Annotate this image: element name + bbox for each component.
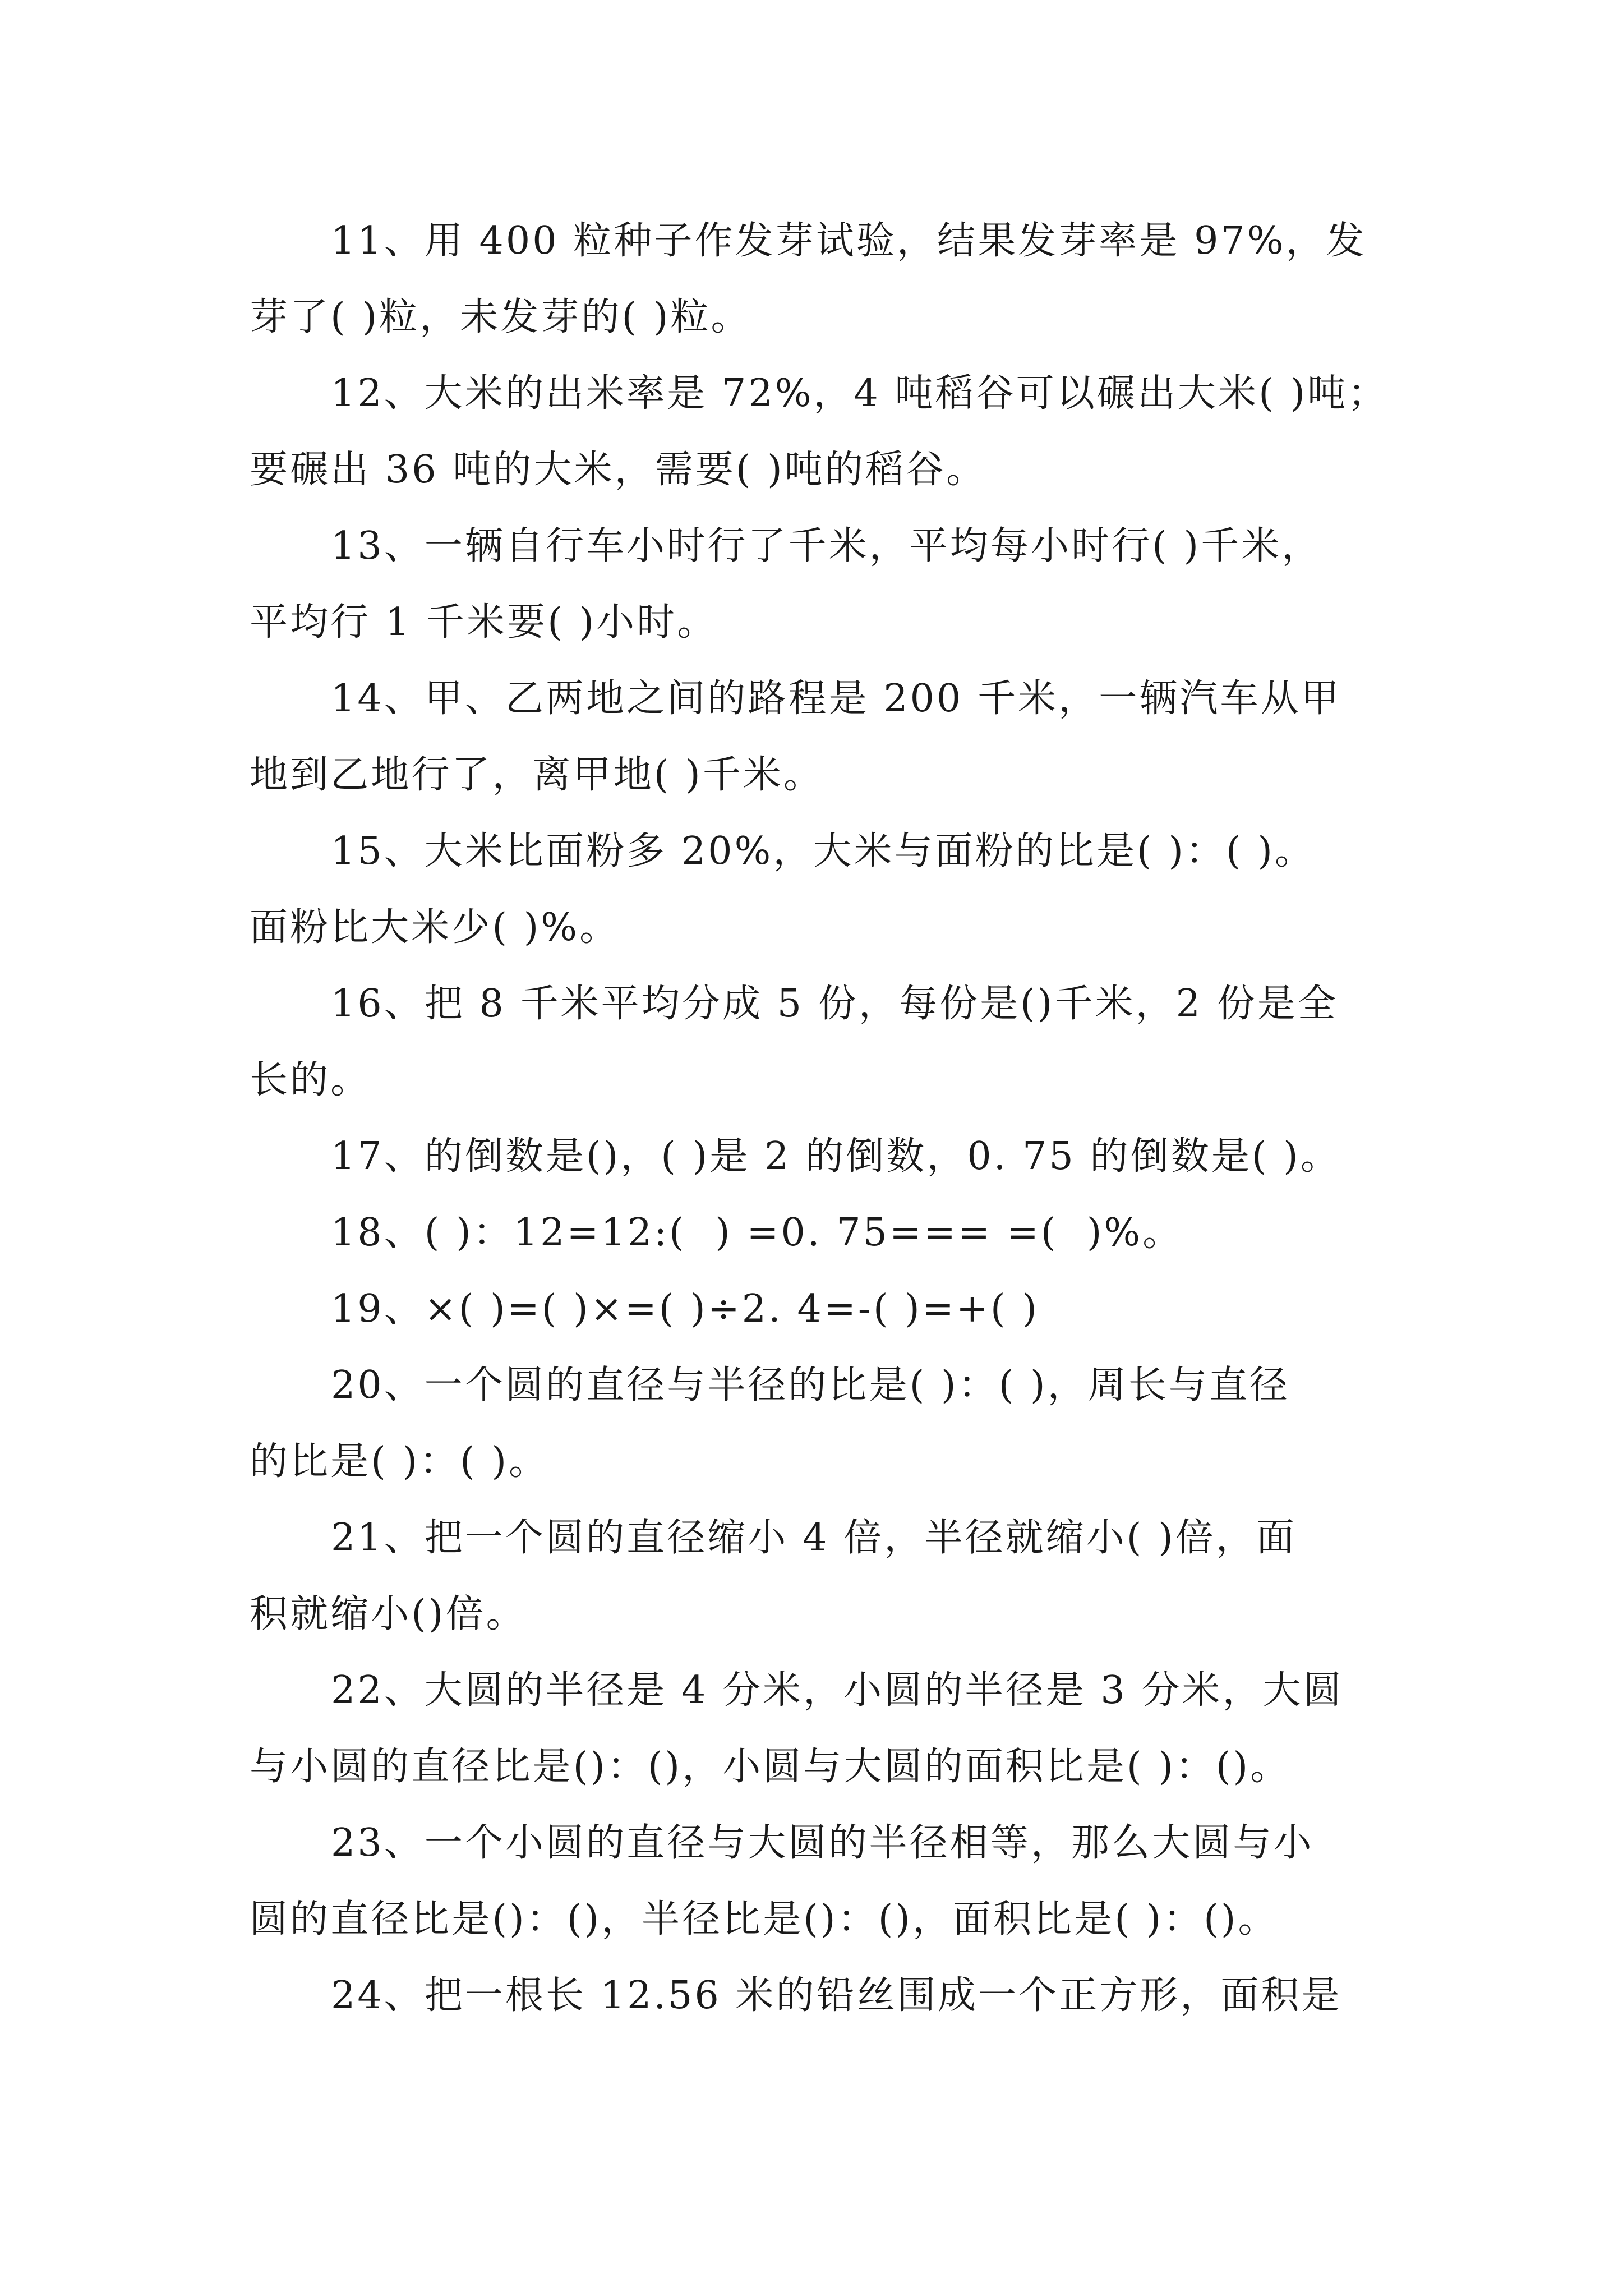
text-line: 平均行 1 千米要( )小时。: [250, 600, 718, 645]
text-line: 圆的直径比是()：()，半径比是()：()，面积比是( )：()。: [250, 1897, 1279, 1941]
text-line: 20、一个圆的直径与半径的比是( )：( )，周长与直径: [331, 1363, 1290, 1407]
text-line: 24、把一根长 12.56 米的铅丝围成一个正方形，面积是: [331, 1973, 1342, 2018]
text-line: 16、把 8 千米平均分成 5 份，每份是()千米，2 份是全: [331, 982, 1338, 1026]
text-line: 12、大米的出米率是 72%，4 吨稻谷可以碾出大米( )吨；: [331, 371, 1389, 416]
text-line: 要碾出 36 吨的大米，需要( )吨的稻谷。: [250, 448, 987, 492]
text-line: 积就缩小()倍。: [250, 1592, 527, 1636]
text-line: 面粉比大米少( )%。: [250, 905, 620, 950]
text-line: 11、用 400 粒种子作发芽试验，结果发芽率是 97%，发: [331, 219, 1367, 263]
text-line: 13、一辆自行车小时行了千米，平均每小时行( )千米，: [331, 524, 1322, 568]
text-line: 地到乙地行了，离甲地( )千米。: [250, 753, 824, 797]
text-line: 芽了( )粒，未发芽的( )粒。: [250, 295, 751, 339]
text-line: 与小圆的直径比是()：()，小圆与大圆的面积比是( )：()。: [250, 1745, 1291, 1789]
text-line: 23、一个小圆的直径与大圆的半径相等，那么大圆与小: [331, 1821, 1314, 1865]
text-line: 19、×( )=( )×=( )÷2. 4=-( )=+( ): [331, 1287, 1039, 1331]
text-line: 22、大圆的半径是 4 分米，小圆的半径是 3 分米，大圆: [331, 1668, 1344, 1713]
text-line: 21、把一个圆的直径缩小 4 倍，半径就缩小( )倍，面: [331, 1516, 1297, 1560]
text-line: 长的。: [250, 1058, 371, 1102]
text-line: 14、甲、乙两地之间的路程是 200 千米，一辆汽车从甲: [331, 677, 1341, 721]
text-line: 15、大米比面粉多 20%，大米与面粉的比是( )：( )。: [331, 829, 1316, 873]
text-line: 18、( )：12=12:( ) =0. 75=== =( )%。: [331, 1211, 1183, 1255]
text-line: 的比是( )：( )。: [250, 1439, 550, 1484]
text-line: 17、的倒数是()，( )是 2 的倒数，0. 75 的倒数是( )。: [331, 1134, 1341, 1179]
